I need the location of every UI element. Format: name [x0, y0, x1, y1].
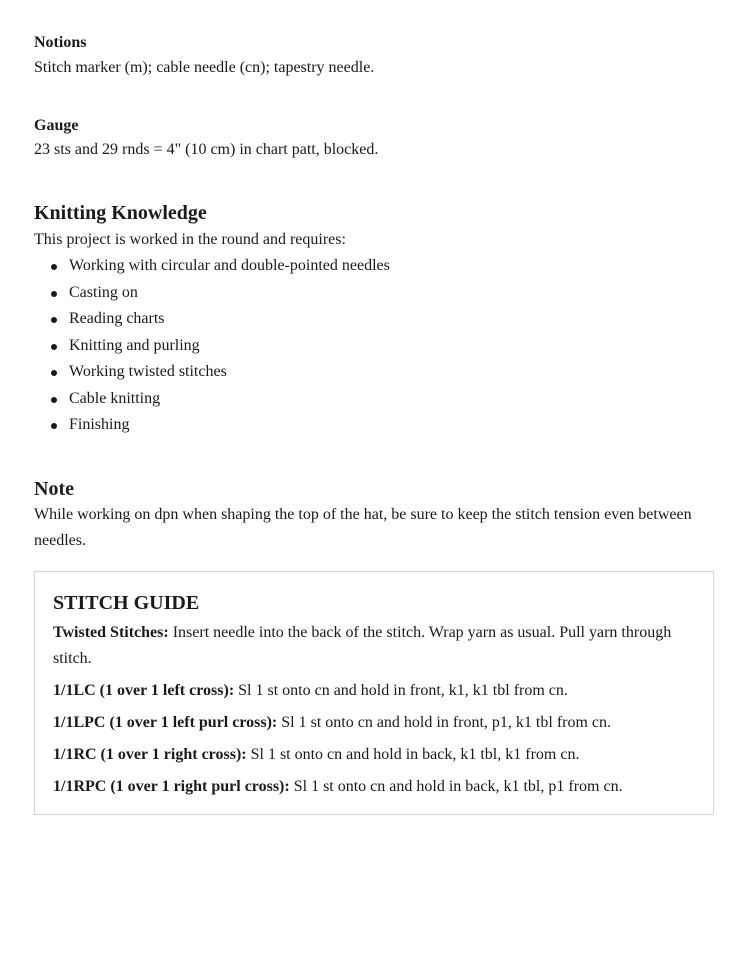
list-item-text: Casting on — [69, 283, 138, 301]
bullet-icon — [51, 370, 57, 376]
list-item — [34, 412, 390, 439]
stitch-description: Insert needle into the back of the stitch. Wrap yarn as usual. Pull yarn through stitch. — [53, 624, 672, 667]
stitch-description: Sl 1 st onto cn and hold in front, k1, k1 tbl from cn. — [234, 682, 568, 699]
stitch-guide-entry — [53, 620, 693, 672]
list-item — [34, 359, 390, 386]
bullet-icon — [51, 397, 57, 403]
list-item — [34, 306, 390, 333]
list-item-text: Working with circular and double-pointed needles — [69, 257, 390, 274]
list-item-text: Cable knitting — [69, 389, 161, 407]
stitch-guide-entry — [53, 710, 693, 736]
stitch-guide-entry — [53, 742, 693, 768]
stitch-term: 1/1LPC (1 over 1 left purl cross): — [53, 714, 278, 731]
bullet-icon — [51, 264, 57, 270]
list-item — [34, 280, 390, 307]
list-item-text: Reading charts — [69, 310, 165, 327]
list-item — [34, 333, 390, 360]
list-item — [34, 386, 390, 413]
stitch-term: 1/1RPC (1 over 1 right purl cross): — [53, 778, 290, 795]
gauge-heading: Gauge — [34, 117, 79, 134]
stitch-term: Twisted Stitches: — [53, 624, 169, 641]
notions-text: Stitch marker (m); cable needle (cn); tapestry needle. — [34, 59, 375, 76]
knitting-knowledge-list — [34, 253, 390, 439]
list-item-text: Finishing — [69, 416, 130, 433]
notions-heading: Notions — [34, 34, 87, 51]
stitch-guide-box — [34, 571, 714, 815]
stitch-term: 1/1RC (1 over 1 right cross): — [53, 746, 247, 763]
list-item-text: Knitting and purling — [69, 336, 200, 354]
stitch-description: Sl 1 st onto cn and hold in back, k1 tbl, k1 from cn. — [246, 746, 580, 763]
stitch-description: Sl 1 st onto cn and hold in front, p1, k1 tbl from cn. — [277, 714, 612, 731]
list-item-text: Working twisted stitches — [69, 363, 227, 380]
bullet-icon — [51, 291, 57, 297]
list-item — [34, 253, 390, 280]
knitting-knowledge-heading: Knitting Knowledge — [34, 202, 207, 224]
note-heading: Note — [34, 478, 74, 500]
bullet-icon — [51, 317, 57, 323]
stitch-term: 1/1LC (1 over 1 left cross): — [53, 682, 235, 699]
stitch-guide-title: STITCH GUIDE — [53, 592, 200, 614]
stitch-guide-entry — [53, 678, 693, 704]
knitting-knowledge-intro: This project is worked in the round and requires: — [34, 231, 346, 248]
note-text: While working on dpn when shaping the top of the hat, be sure to keep the stitch tension even between needles. — [34, 506, 692, 549]
stitch-description: Sl 1 st onto cn and hold in back, k1 tbl, p1 from cn. — [289, 778, 623, 795]
bullet-icon — [51, 423, 57, 429]
stitch-guide-entry — [53, 774, 693, 800]
bullet-icon — [51, 344, 57, 350]
gauge-text: 23 sts and 29 rnds = 4" (10 cm) in chart patt, blocked. — [34, 141, 379, 158]
